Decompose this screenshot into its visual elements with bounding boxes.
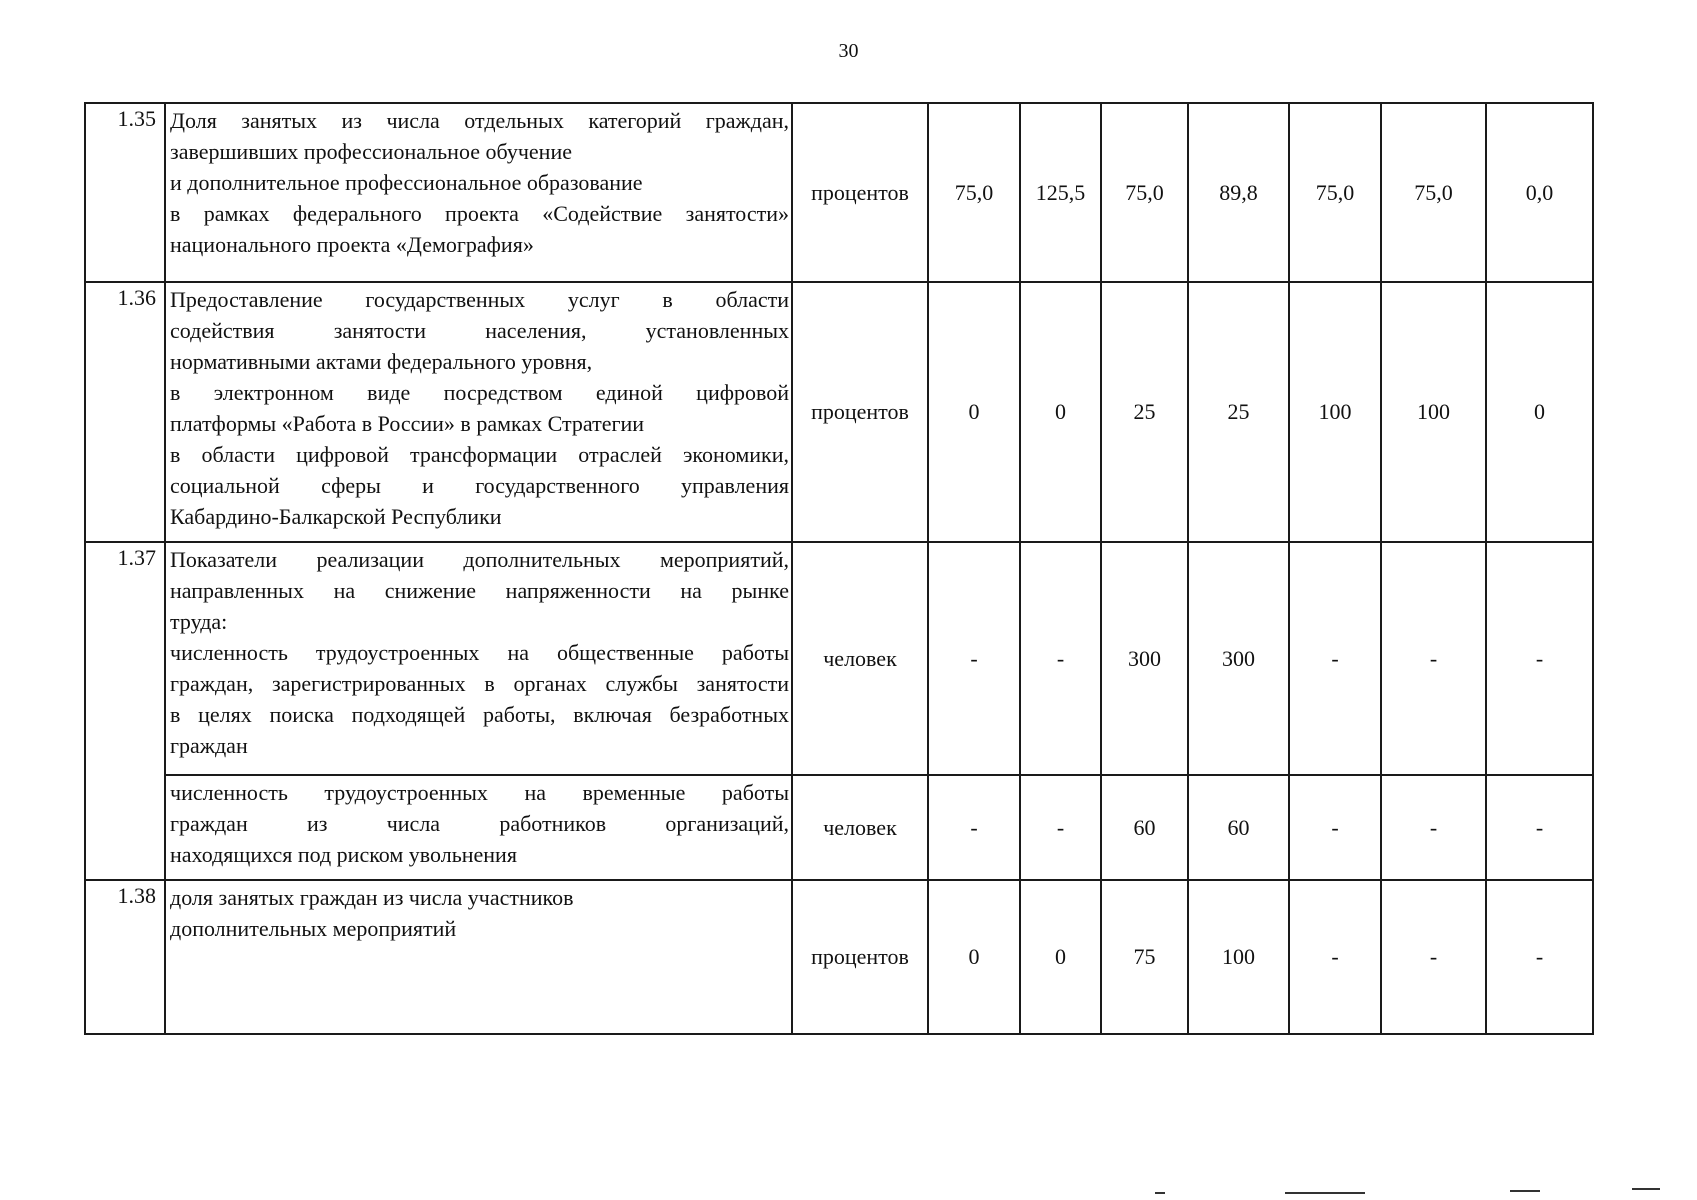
value-cell: - <box>1486 542 1593 775</box>
indicator-description <box>165 103 792 282</box>
value-cell: 0,0 <box>1486 103 1593 282</box>
description-line: и дополнительное профессиональное образование <box>170 170 643 195</box>
unit-cell: человек <box>792 775 928 880</box>
description-line: в области цифровой трансформации отраслей экономики, <box>170 442 789 467</box>
table-row <box>85 542 1593 775</box>
value-cell: - <box>1020 542 1101 775</box>
row-number: 1.36 <box>85 282 165 542</box>
row-number: 1.38 <box>85 880 165 1034</box>
value-cell: - <box>1486 775 1593 880</box>
indicator-description <box>165 542 792 775</box>
description-line: численность трудоустроенных на общественные работы <box>170 640 789 665</box>
indicator-description <box>165 282 792 542</box>
scan-artifact <box>1285 1192 1365 1194</box>
value-cell: - <box>1381 880 1486 1034</box>
value-cell: - <box>1381 775 1486 880</box>
table-row <box>85 880 1593 1034</box>
value-cell: 0 <box>928 880 1020 1034</box>
page-number: 30 <box>838 40 859 62</box>
value-cell: 300 <box>1188 542 1289 775</box>
value-cell: 0 <box>1020 282 1101 542</box>
value-cell: - <box>1381 542 1486 775</box>
scan-artifact <box>1632 1188 1660 1190</box>
description-line: национального проекта «Демография» <box>170 232 534 257</box>
description-line: Кабардино-Балкарской Республики <box>170 504 502 529</box>
value-cell: 60 <box>1101 775 1188 880</box>
value-cell: 100 <box>1188 880 1289 1034</box>
value-cell: 75,0 <box>928 103 1020 282</box>
value-cell: - <box>1020 775 1101 880</box>
value-cell: - <box>1289 775 1381 880</box>
indicator-description <box>165 880 792 1034</box>
value-cell: 100 <box>1289 282 1381 542</box>
description-line: нормативными актами федерального уровня, <box>170 349 593 374</box>
description-line: в целях поиска подходящей работы, включая безработных <box>170 702 789 727</box>
scan-artifact <box>1510 1190 1540 1192</box>
value-cell: 75,0 <box>1289 103 1381 282</box>
row-number: 1.37 <box>85 542 165 880</box>
value-cell: - <box>1486 880 1593 1034</box>
description-line: численность трудоустроенных на временные работы <box>170 780 789 805</box>
description-line: в электронном виде посредством единой цифровой <box>170 380 789 405</box>
value-cell: - <box>1289 880 1381 1034</box>
value-cell: - <box>928 542 1020 775</box>
description-line: находящихся под риском увольнения <box>170 842 517 867</box>
indicator-description <box>165 775 792 880</box>
value-cell: 0 <box>1020 880 1101 1034</box>
description-line: Показатели реализации дополнительных мероприятий, <box>170 547 789 572</box>
value-cell: 75,0 <box>1101 103 1188 282</box>
value-cell: 0 <box>928 282 1020 542</box>
description-line: граждан из числа работников организаций, <box>170 811 789 836</box>
value-cell: - <box>1289 542 1381 775</box>
value-cell: 25 <box>1188 282 1289 542</box>
row-number: 1.35 <box>85 103 165 282</box>
unit-cell: процентов <box>792 880 928 1034</box>
value-cell: 75 <box>1101 880 1188 1034</box>
description-line: доля занятых граждан из числа участников <box>170 885 574 910</box>
scan-artifact <box>1155 1192 1165 1194</box>
value-cell: 125,5 <box>1020 103 1101 282</box>
table-row <box>85 282 1593 542</box>
description-line: социальной сферы и государственного управления <box>170 473 789 498</box>
unit-cell: процентов <box>792 282 928 542</box>
description-line: содействия занятости населения, установленных <box>170 318 789 343</box>
unit-cell: человек <box>792 542 928 775</box>
description-line: Предоставление государственных услуг в области <box>170 287 789 312</box>
description-line: граждан, зарегистрированных в органах службы занятости <box>170 671 789 696</box>
description-line: граждан <box>170 733 248 758</box>
description-line: дополнительных мероприятий <box>170 916 457 941</box>
description-line: в рамках федерального проекта «Содействие занятости» <box>170 201 789 226</box>
value-cell: 75,0 <box>1381 103 1486 282</box>
value-cell: - <box>928 775 1020 880</box>
description-line: направленных на снижение напряженности на рынке <box>170 578 789 603</box>
value-cell: 60 <box>1188 775 1289 880</box>
description-line: завершивших профессиональное обучение <box>170 139 572 164</box>
description-line: Доля занятых из числа отдельных категорий граждан, <box>170 108 789 133</box>
table-row <box>85 103 1593 282</box>
value-cell: 25 <box>1101 282 1188 542</box>
value-cell: 100 <box>1381 282 1486 542</box>
description-line: платформы «Работа в России» в рамках Стратегии <box>170 411 645 436</box>
value-cell: 0 <box>1486 282 1593 542</box>
unit-cell: процентов <box>792 103 928 282</box>
table-row <box>85 775 1593 880</box>
indicators-table <box>84 102 1594 1035</box>
value-cell: 89,8 <box>1188 103 1289 282</box>
description-line: труда: <box>170 609 228 634</box>
value-cell: 300 <box>1101 542 1188 775</box>
